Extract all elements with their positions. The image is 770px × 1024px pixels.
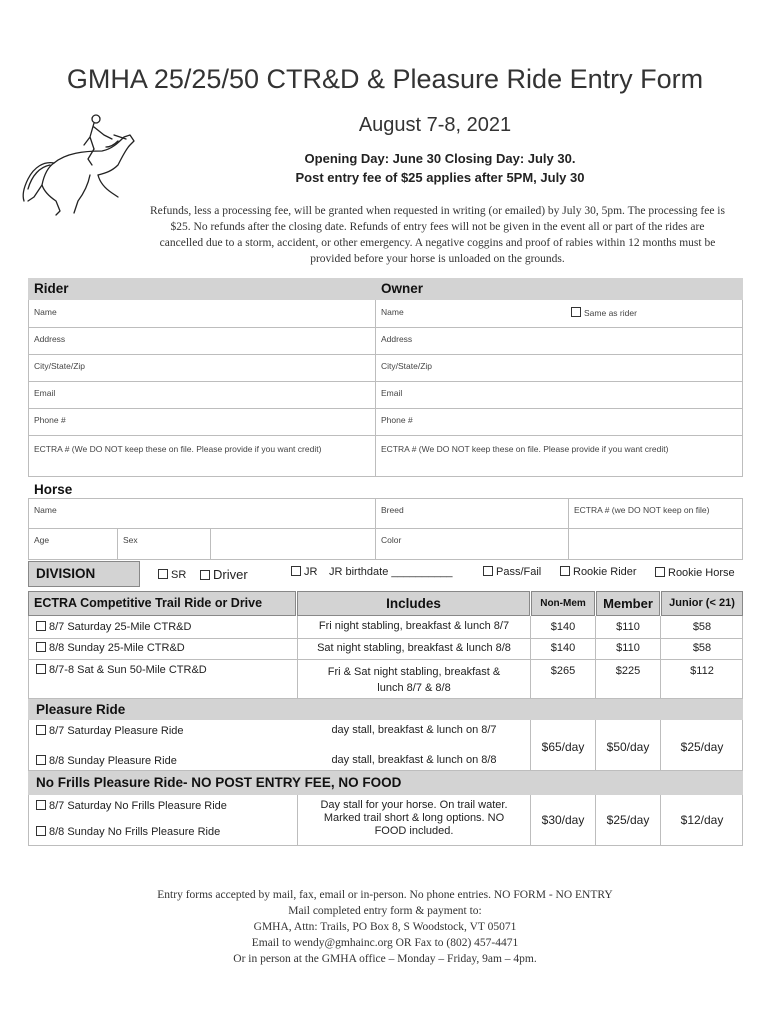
pleasure-header-bar [28,699,743,720]
ctrd-row-sun-25[interactable] [36,642,185,654]
ctrd-row-includes: Sat night stabling, breakfast & lunch 8/8 [317,642,511,654]
owner-heading: Owner [381,281,424,296]
horse-color-field[interactable]: Color [381,535,402,545]
checkbox-icon [560,566,570,576]
no-frills-row-sat[interactable] [36,800,227,812]
no-frills-member-price: $25/day [606,813,650,827]
post-entry-fee-note: Post entry fee of $25 applies after 5PM, July 30 [295,170,585,185]
submission-instructions [0,887,770,967]
rider-name-field[interactable]: Name [34,307,57,317]
junior-col-header: Junior (< 21) [669,597,735,609]
refund-policy: Refunds, less a processing fee, will be granted when requested in writing (or emailed) by July 30, 5pm. The processing fee is $25. No refunds after the closing date. Refunds of entry fees will not be given in the event all or part of the rides are cancelled due to a storm, accident, or other emergency. A negative coggins and proof of rabies within 12 months must be provided before your horse is unloaded on the grounds. [150,205,725,265]
pleasure-junior-price: $25/day [680,740,724,754]
division-rookie-horse-label: Rookie Horse [668,567,735,579]
horse-breed-field[interactable]: Breed [381,505,404,515]
same-as-rider-label: Same as rider [584,308,637,318]
horse-name-field[interactable]: Name [34,505,57,515]
nonmem-col-header: Non-Mem [540,598,586,609]
division-sr-label: SR [171,569,187,581]
no-frills-row-label: 8/8 Sunday No Frills Pleasure Ride [49,826,221,838]
ctrd-row-label: 8/7-8 Sat & Sun 50-Mile CTR&D [49,664,207,676]
ctrd-row-nonmem: $140 [550,642,576,654]
owner-address-field[interactable]: Address [381,334,413,344]
no-frills-includes-line2: Marked trail short & long options. NO [323,812,505,824]
horse-heading: Horse [34,482,73,497]
horse-sex-field[interactable]: Sex [123,535,138,545]
ctrd-row-junior: $112 [690,665,714,677]
division-sr-option[interactable] [158,569,186,581]
checkbox-icon [36,621,46,631]
ctrd-row-member: $225 [615,665,641,677]
no-frills-includes-line3: FOOD included. [374,825,454,837]
pleasure-member-price: $50/day [606,740,650,754]
owner-phone-field[interactable]: Phone # [381,415,413,425]
same-as-rider-checkbox[interactable] [571,307,637,318]
checkbox-icon [36,826,46,836]
ctrd-row-50[interactable] [36,664,207,676]
footer-email-fax: Email to wendy@gmhainc.org OR Fax to (802) 457-4471 [251,937,519,949]
pleasure-row-sun[interactable] [36,755,177,767]
ctrd-row-member: $110 [616,621,640,633]
footer-address: GMHA, Attn: Trails, PO Box 8, S Woodstock, VT 05071 [253,921,517,933]
no-frills-row-label: 8/7 Saturday No Frills Pleasure Ride [49,800,227,812]
ctrd-row-junior: $58 [692,642,712,654]
pleasure-heading: Pleasure Ride [36,702,126,717]
checkbox-icon [158,569,168,579]
ectra-col-header: ECTRA Competitive Trail Ride or Drive [34,596,263,610]
horse-ectra-field[interactable]: ECTRA # (we DO NOT keep on file) [574,505,710,515]
footer-line: Mail completed entry form & payment to: [288,905,482,917]
owner-email-field[interactable]: Email [381,388,403,398]
rider-email-field[interactable]: Email [34,388,56,398]
division-pass-fail-label: Pass/Fail [496,566,542,578]
division-rookie-horse-option[interactable] [655,567,735,579]
ctrd-row-sat-25[interactable] [36,621,191,633]
horse-rider-illustration [14,105,144,220]
division-driver-label: Driver [213,567,248,582]
rider-heading: Rider [34,281,69,296]
rider-phone-field[interactable]: Phone # [34,415,66,425]
division-pass-fail-option[interactable] [483,566,541,578]
no-frills-junior-price: $12/day [680,813,724,827]
ctrd-row-label: 8/8 Sunday 25-Mile CTR&D [49,642,185,654]
footer-office-hours: Or in person at the GMHA office – Monday – Friday, 9am – 4pm. [233,953,537,965]
form-title: GMHA 25/25/50 CTR&D & Pleasure Ride Entry Form [66,64,704,94]
division-heading: DIVISION [36,566,96,581]
pleasure-row-label: 8/7 Saturday Pleasure Ride [49,725,184,737]
includes-col-header: Includes [386,596,441,611]
opening-closing-days: Opening Day: June 30 Closing Day: July 30. [304,151,576,166]
ctrd-row-nonmem: $265 [550,665,576,677]
ctrd-row-includes-line1: Fri & Sat night stabling, breakfast & [327,666,501,678]
checkbox-icon [200,570,210,580]
ctrd-row-includes-line2: lunch 8/7 & 8/8 [377,682,451,694]
horse-age-field[interactable]: Age [34,535,50,545]
jr-birthdate-field[interactable]: JR birthdate __________ [329,566,453,578]
division-driver-option[interactable] [200,567,248,582]
checkbox-icon [36,755,46,765]
checkbox-icon [36,725,46,735]
pleasure-nonmem-price: $65/day [541,740,585,754]
owner-city-field[interactable]: City/State/Zip [381,361,433,371]
division-jr-label: JR [304,566,318,578]
rider-address-field[interactable]: Address [34,334,66,344]
pleasure-row-label: 8/8 Sunday Pleasure Ride [49,755,177,767]
footer-line: Entry forms accepted by mail, fax, email or in-person. No phone entries. NO FORM - NO ENTRY [157,889,613,901]
pleasure-row-sat[interactable] [36,725,184,737]
rider-ectra-field[interactable]: ECTRA # (We DO NOT keep these on file. Please provide if you want credit) [34,444,322,454]
no-frills-includes-line1: Day stall for your horse. On trail water. [320,799,508,811]
pleasure-row-includes: day stall, breakfast & lunch on 8/8 [331,754,497,766]
ctrd-row-nonmem: $140 [550,621,576,633]
checkbox-icon [483,566,493,576]
checkbox-icon [655,567,665,577]
event-date: August 7-8, 2021 [358,114,512,136]
no-frills-nonmem-price: $30/day [541,813,585,827]
checkbox-icon [36,642,46,652]
division-rookie-rider-label: Rookie Rider [573,566,637,578]
checkbox-icon [291,566,301,576]
division-rookie-rider-option[interactable] [560,566,637,578]
owner-name-field[interactable]: Name [381,307,404,317]
division-jr-option[interactable] [291,566,317,578]
rider-city-field[interactable]: City/State/Zip [34,361,86,371]
no-frills-row-sun[interactable] [36,826,220,838]
checkbox-icon [36,800,46,810]
owner-ectra-field[interactable]: ECTRA # (We DO NOT keep these on file. Please provide if you want credit) [381,444,669,454]
checkbox-icon [571,307,581,317]
pleasure-row-includes: day stall, breakfast & lunch on 8/7 [331,724,497,736]
no-frills-heading: No Frills Pleasure Ride- NO POST ENTRY FEE, NO FOOD [36,775,402,790]
member-col-header: Member [603,596,653,611]
checkbox-icon [36,664,46,674]
ctrd-row-includes: Fri night stabling, breakfast & lunch 8/7 [318,620,510,632]
ctrd-row-member: $110 [616,642,640,654]
ctrd-row-junior: $58 [692,621,712,633]
ctrd-row-label: 8/7 Saturday 25-Mile CTR&D [49,621,192,633]
